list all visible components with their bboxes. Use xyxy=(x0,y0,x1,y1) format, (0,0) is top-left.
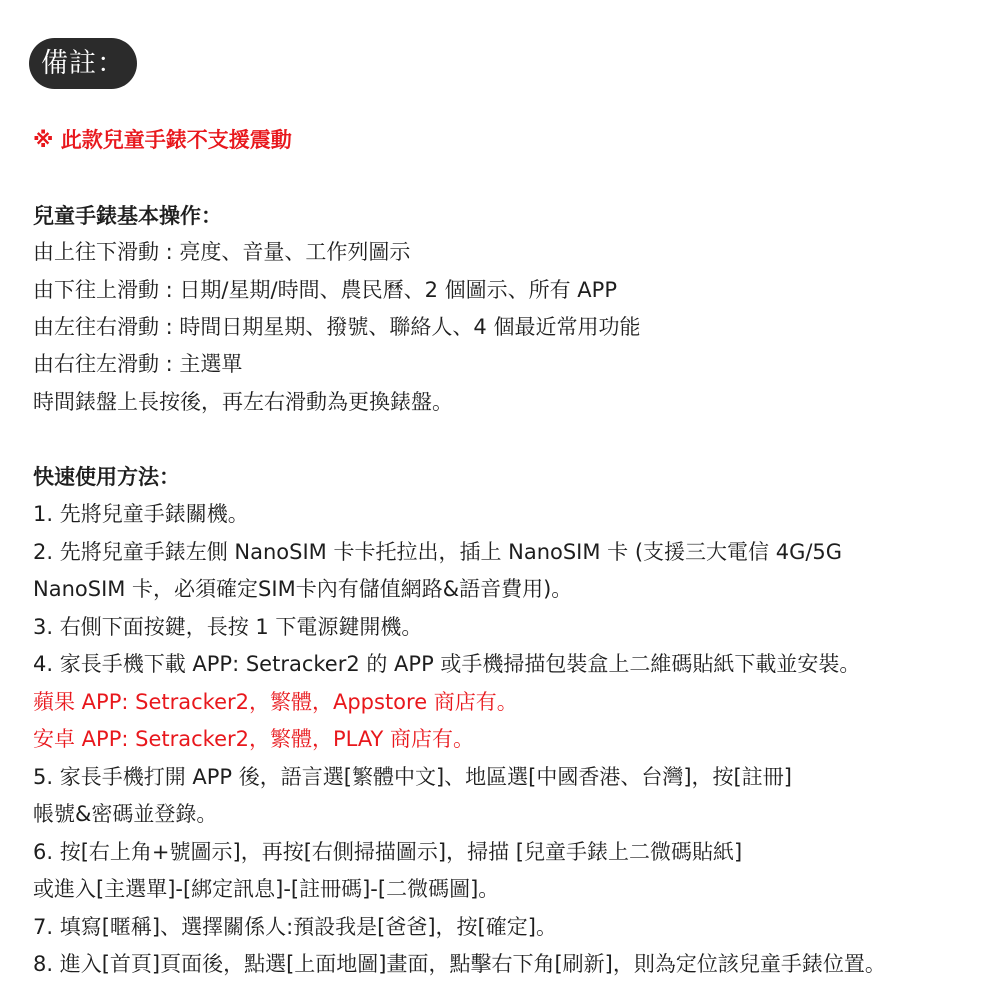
quick-step-3: 3. 右側下面按鍵，長按 1 下電源鍵開機。 xyxy=(33,615,423,639)
swipe-left-instruction: 由右往左滑動 : 主選單 xyxy=(33,352,243,376)
vibration-warning: ※ 此款兒童手錶不支援震動 xyxy=(33,128,292,152)
quick-step-4: 4. 家長手機下載 APP: Setracker2 的 APP 或手機掃描包裝盒上二維碼貼紙下載並安裝。 xyxy=(33,652,861,676)
basic-operations-heading: 兒童手錶基本操作： xyxy=(33,204,222,228)
swipe-down-instruction: 由上往下滑動 : 亮度、音量、工作列圖示 xyxy=(33,240,411,264)
quick-step-5-continued: 帳號&密碼並登錄。 xyxy=(33,802,218,826)
swipe-up-instruction: 由下往上滑動 : 日期/星期/時間、農民曆、2 個圖示、所有 APP xyxy=(33,278,617,302)
apple-app-note: 蘋果 APP: Setracker2，繁體，Appstore 商店有。 xyxy=(33,690,518,714)
quick-step-2: 2. 先將兒童手錶左側 NanoSIM 卡卡托拉出，插上 NanoSIM 卡 (支援三大電信 4G/5G xyxy=(33,540,843,564)
android-app-note: 安卓 APP: Setracker2，繁體，PLAY 商店有。 xyxy=(33,727,475,751)
quick-step-1: 1. 先將兒童手錶關機。 xyxy=(33,502,249,526)
quick-step-7: 7. 填寫[暱稱]、選擇關係人:預設我是[爸爸]，按[確定]。 xyxy=(33,915,557,939)
quick-step-5: 5. 家長手機打開 APP 後，語言選[繁體中文]、地區選[中國香港、台灣]，按[註冊] xyxy=(33,765,792,789)
swipe-right-instruction: 由左往右滑動 : 時間日期星期、撥號、聯絡人、4 個最近常用功能 xyxy=(33,315,641,339)
quick-start-heading: 快速使用方法： xyxy=(33,465,180,489)
quick-step-6: 6. 按[右上角+號圖示]，再按[右側掃描圖示]，掃描 [兒童手錶上二微碼貼紙] xyxy=(33,840,743,864)
quick-step-8: 8. 進入[首頁]頁面後，點選[上面地圖]畫面，點擊右下角[刷新]，則為定位該兒童手錶位置。 xyxy=(33,952,886,976)
watch-face-instruction: 時間錶盤上長按後，再左右滑動為更換錶盤。 xyxy=(33,390,453,414)
quick-step-6-continued: 或進入[主選單]-[綁定訊息]-[註冊碼]-[二微碼圖]。 xyxy=(33,877,500,901)
quick-step-2-continued: NanoSIM 卡，必須確定SIM卡內有儲值網路&語音費用)。 xyxy=(33,577,573,601)
note-badge: 備註： xyxy=(29,38,137,89)
